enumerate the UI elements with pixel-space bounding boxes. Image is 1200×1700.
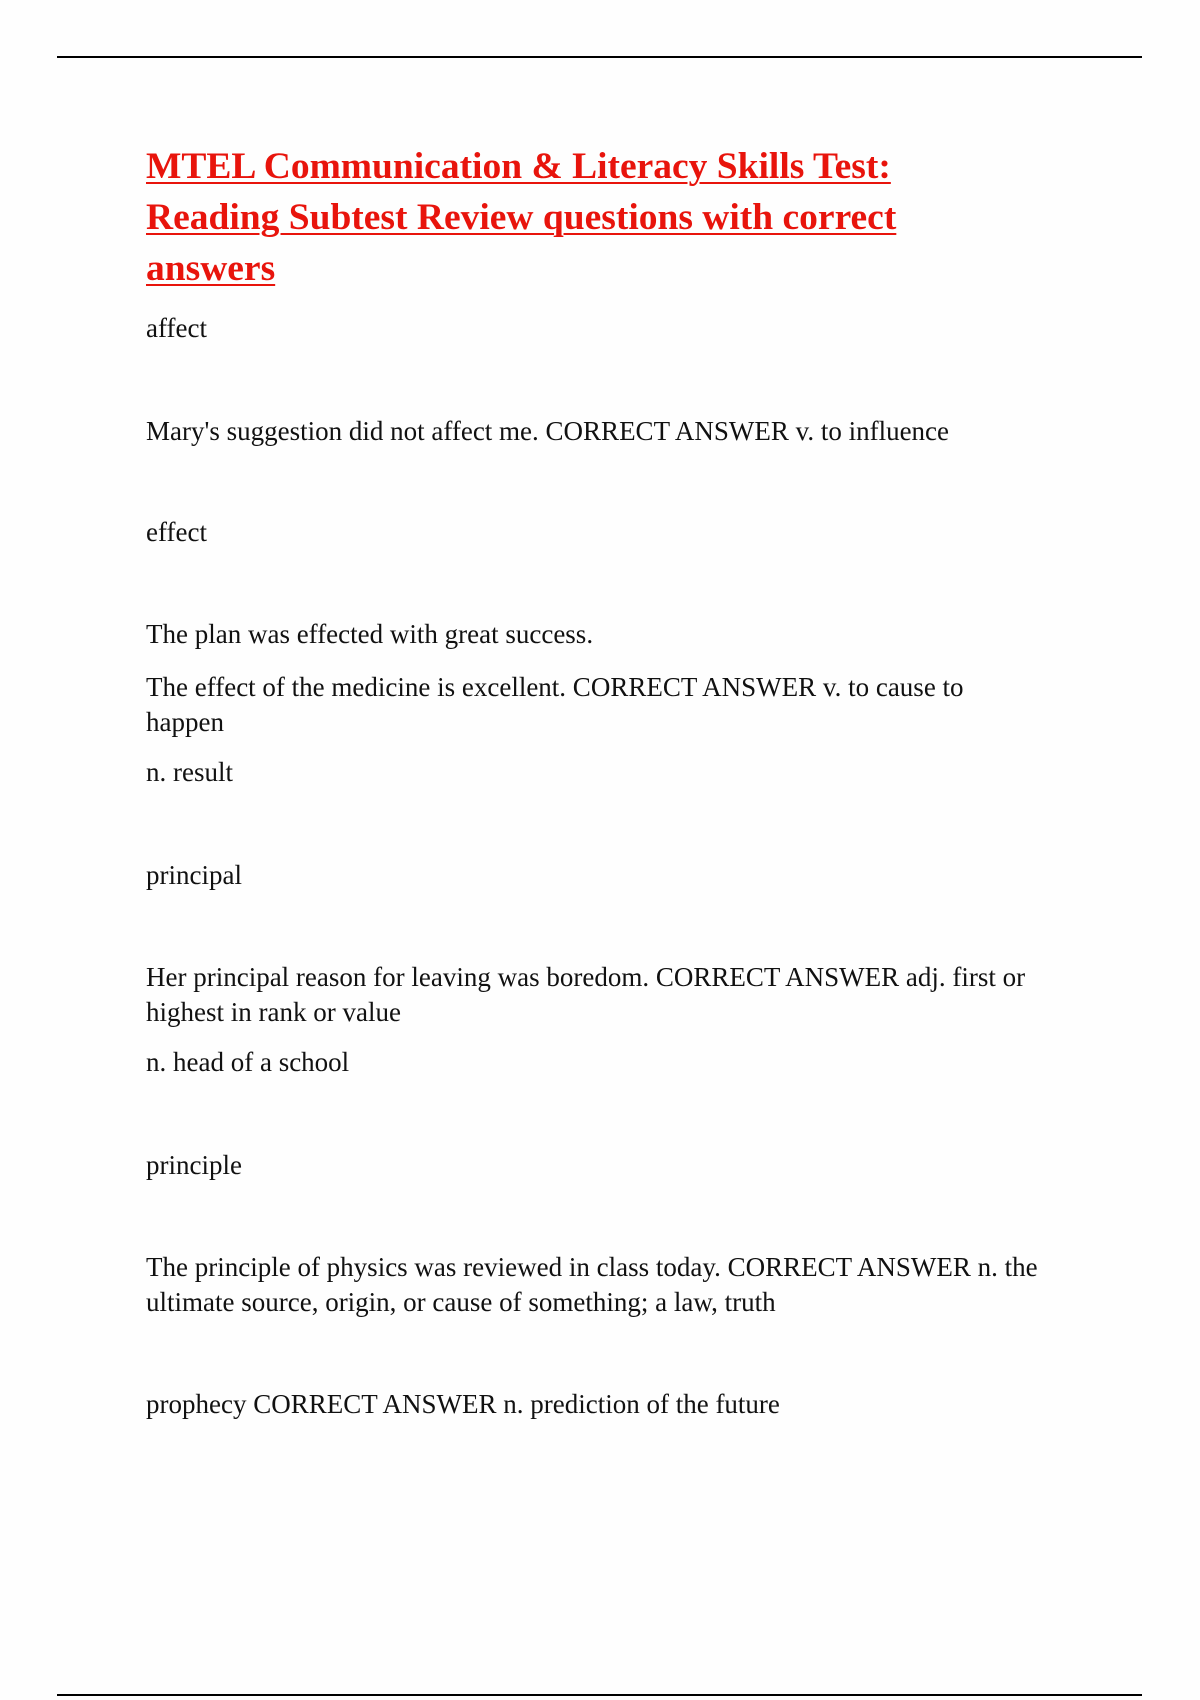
text-line: Her principal reason for leaving was boredom. CORRECT ANSWER adj. first or xyxy=(146,962,1026,992)
bottom-horizontal-rule xyxy=(57,1694,1142,1696)
text-line: The principle of physics was reviewed in class today. CORRECT ANSWER n. the xyxy=(146,1252,1038,1282)
title-line: MTEL Communication & Literacy Skills Test: xyxy=(146,146,891,187)
definition-principle xyxy=(146,1250,1038,1320)
text-line: happen xyxy=(146,707,224,737)
title-line: answers xyxy=(146,248,276,289)
top-horizontal-rule xyxy=(57,56,1142,58)
text-line: The effect of the medicine is excellent. CORRECT ANSWER v. to cause to xyxy=(146,672,964,702)
document-title xyxy=(146,141,976,294)
definition-effect-noun: n. result xyxy=(146,757,233,787)
term-principle: principle xyxy=(146,1150,242,1180)
definition-principal xyxy=(146,960,1025,1030)
definition-principal-noun: n. head of a school xyxy=(146,1047,350,1077)
title-line: Reading Subtest Review questions with correct xyxy=(146,197,897,238)
text-line: highest in rank or value xyxy=(146,997,401,1027)
term-principal: principal xyxy=(146,860,242,890)
text-line: ultimate source, origin, or cause of something; a law, truth xyxy=(146,1287,776,1317)
term-effect: effect xyxy=(146,517,207,547)
definition-prophecy: prophecy CORRECT ANSWER n. prediction of the future xyxy=(146,1389,780,1419)
definition-effect xyxy=(146,670,964,740)
example-effected: The plan was effected with great success. xyxy=(146,619,594,649)
definition-affect: Mary's suggestion did not affect me. CORRECT ANSWER v. to influence xyxy=(146,416,950,446)
term-affect: affect xyxy=(146,313,207,343)
